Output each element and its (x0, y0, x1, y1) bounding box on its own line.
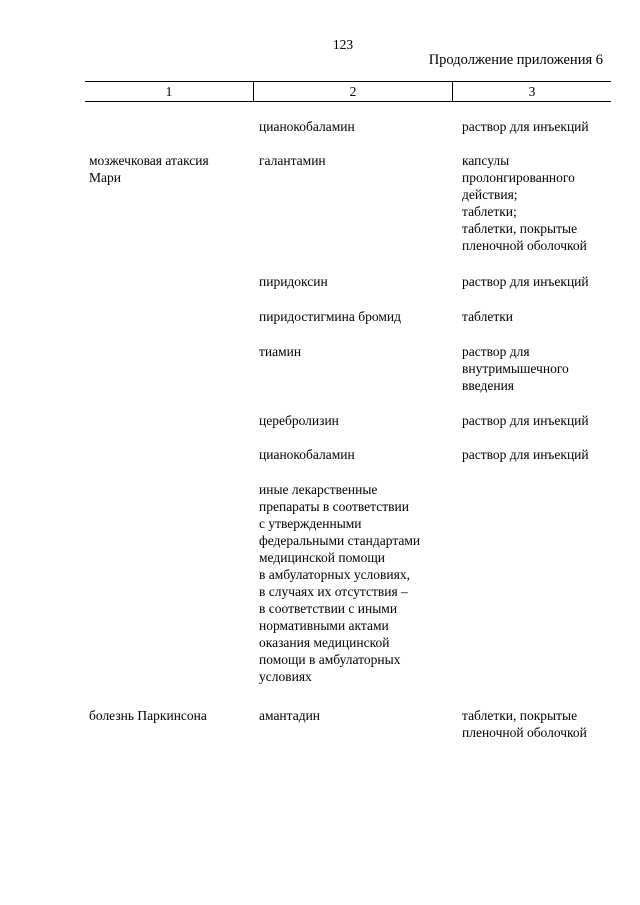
drug-cell: галантамин (259, 153, 326, 168)
column-header-1: 1 (85, 82, 254, 101)
drug-cell: тиамин (259, 344, 302, 359)
drug-cell: амантадин (259, 708, 321, 723)
drug-cell: пиридоксин (259, 274, 328, 289)
form-cell: раствор для инъекций (462, 413, 589, 428)
form-cell: таблетки, покрытые пленочной оболочкой (462, 708, 587, 740)
disease-cell: болезнь Паркинсона (89, 708, 207, 723)
form-cell: раствор для инъекций (462, 447, 589, 462)
table-header (85, 81, 611, 102)
form-cell: таблетки (462, 309, 514, 324)
continuation-label: Продолжение приложения 6 (428, 52, 603, 68)
column-header-3: 3 (528, 84, 536, 99)
drug-cell: пиридостигмина бромид (259, 309, 401, 324)
page-number: 123 (332, 37, 354, 52)
drug-cell: цианокобаламин (259, 119, 355, 134)
drug-cell: церебролизин (259, 413, 339, 428)
column-header-2: 2 (254, 82, 453, 101)
drug-cell: иные лекарственные препараты в соответствии с утвержденными федеральными стандартами медицинской помощи в амбулаторных условиях, в случаях их отсутствия – в соответствии с иными нормативными актами оказания медицинской помощи в амбулаторных условиях (259, 482, 421, 684)
form-cell: раствор для инъекций (462, 274, 589, 289)
form-cell: раствор для внутримышечного введения (462, 344, 569, 393)
form-cell: раствор для инъекций (462, 119, 589, 134)
drug-cell: цианокобаламин (259, 447, 355, 462)
form-cell: капсулы пролонгированного действия; таблетки; таблетки, покрытые пленочной оболочкой (462, 153, 587, 253)
disease-cell: мозжечковая атаксия Мари (89, 153, 209, 185)
